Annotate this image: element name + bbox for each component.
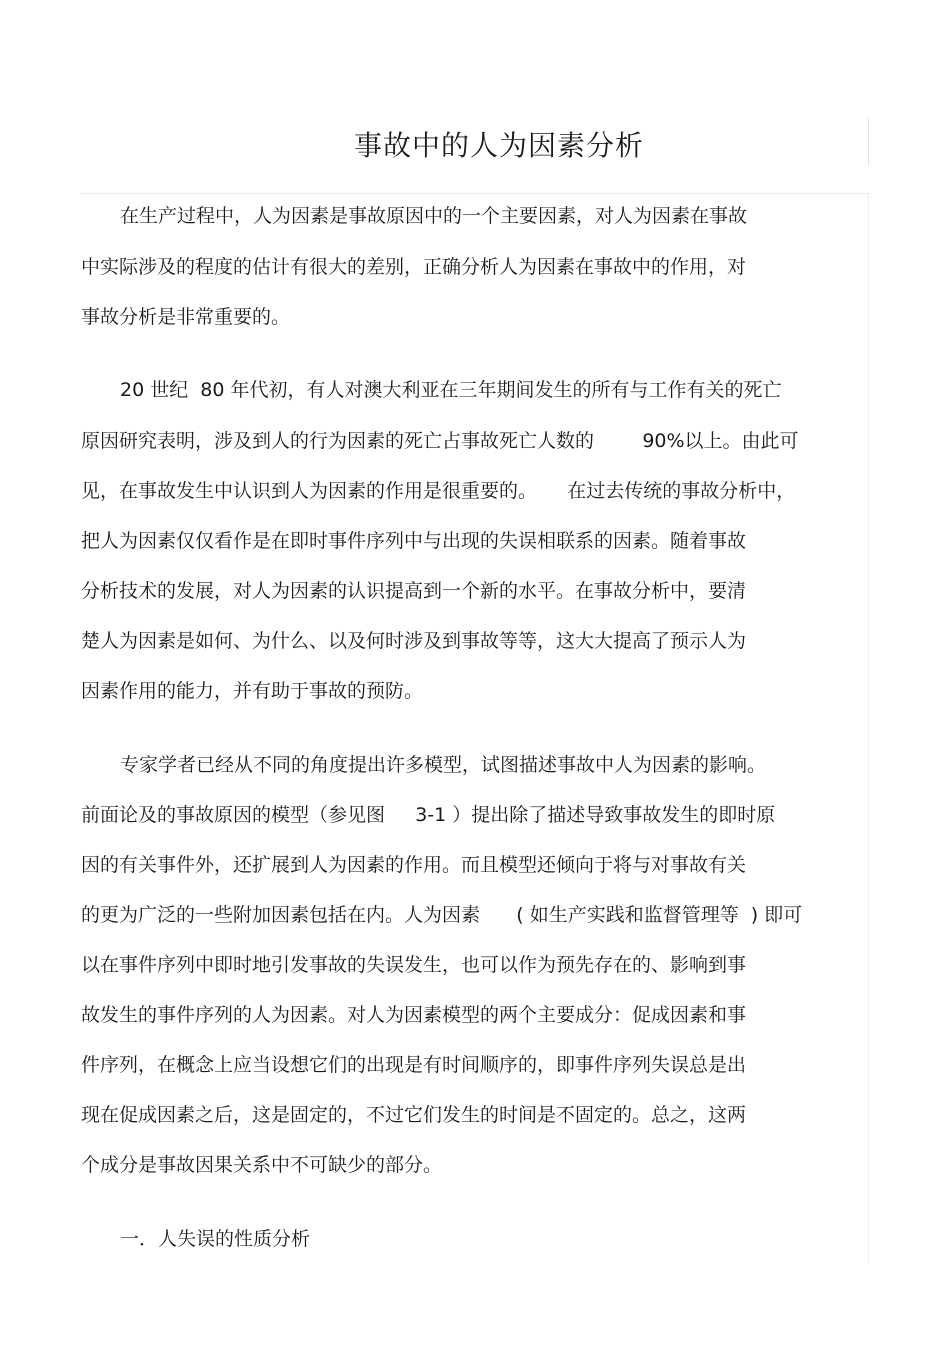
paragraph-2-line-2: 原因研究表明，涉及到人的行为因素的死亡占事故死亡人数的 90%以上。由此可: [81, 430, 799, 452]
paragraph-2-line-3: 见，在事故发生中认识到人为因素的作用是很重要的。 在过去传统的事故分析中，: [81, 480, 796, 502]
paragraph-1-line-2: 中实际涉及的程度的估计有很大的差别，正确分析人为因素在事故中的作用，对: [81, 256, 747, 278]
paragraph-1-line-1: 在生产过程中，人为因素是事故原因中的一个主要因素，对人为因素在事故: [120, 205, 748, 227]
section-heading: 一．人失误的性质分析: [120, 1228, 311, 1250]
paragraph-2-line-4: 把人为因素仅仅看作是在即时事件序列中与出现的失误相联系的因素。随着事故: [81, 530, 747, 552]
paragraph-3-line-5: 以在事件序列中即时地引发事故的失误发生，也可以作为预先存在的、影响到事: [81, 954, 747, 976]
page-edge-line: [868, 194, 869, 1264]
paragraph-3-line-3: 因的有关事件外，还扩展到人为因素的作用。而且模型还倾向于将与对事故有关: [81, 854, 747, 876]
page-edge-line-top: [868, 118, 869, 166]
paragraph-3-line-1: 专家学者已经从不同的角度提出许多模型，试图描述事故中人为因素的影响。: [120, 754, 767, 776]
document-title: 事故中的人为因素分析: [353, 129, 644, 162]
paragraph-3-line-4: 的更为广泛的一些附加因素包括在内。人为因素 ( 如生产实践和监督管理等 ) 即可: [81, 904, 803, 926]
paragraph-2-line-7: 因素作用的能力，并有助于事故的预防。: [81, 680, 424, 702]
header-divider: [80, 193, 869, 194]
paragraph-2-line-1: 20 世纪 80 年代初，有人对澳大利亚在三年期间发生的所有与工作有关的死亡: [120, 379, 782, 401]
paragraph-3-line-9: 个成分是事故因果关系中不可缺少的部分。: [81, 1154, 443, 1176]
paragraph-2-line-5: 分析技术的发展，对人为因素的认识提高到一个新的水平。在事故分析中，要清: [81, 580, 747, 602]
paragraph-2-line-6: 楚人为因素是如何、为什么、以及何时涉及到事故等等，这大大提高了预示人为: [81, 630, 747, 652]
paragraph-1-line-3: 事故分析是非常重要的。: [81, 306, 291, 328]
paragraph-3-line-2: 前面论及的事故原因的模型（参见图 3-1 ）提出除了描述导致事故发生的即时原: [81, 804, 776, 826]
paragraph-3-line-8: 现在促成因素之后，这是固定的，不过它们发生的时间是不固定的。总之，这两: [81, 1104, 747, 1126]
paragraph-3-line-7: 件序列，在概念上应当设想它们的出现是有时间顺序的，即事件序列失误总是出: [81, 1054, 747, 1076]
paragraph-3-line-6: 故发生的事件序列的人为因素。对人为因素模型的两个主要成分：促成因素和事: [81, 1004, 747, 1026]
